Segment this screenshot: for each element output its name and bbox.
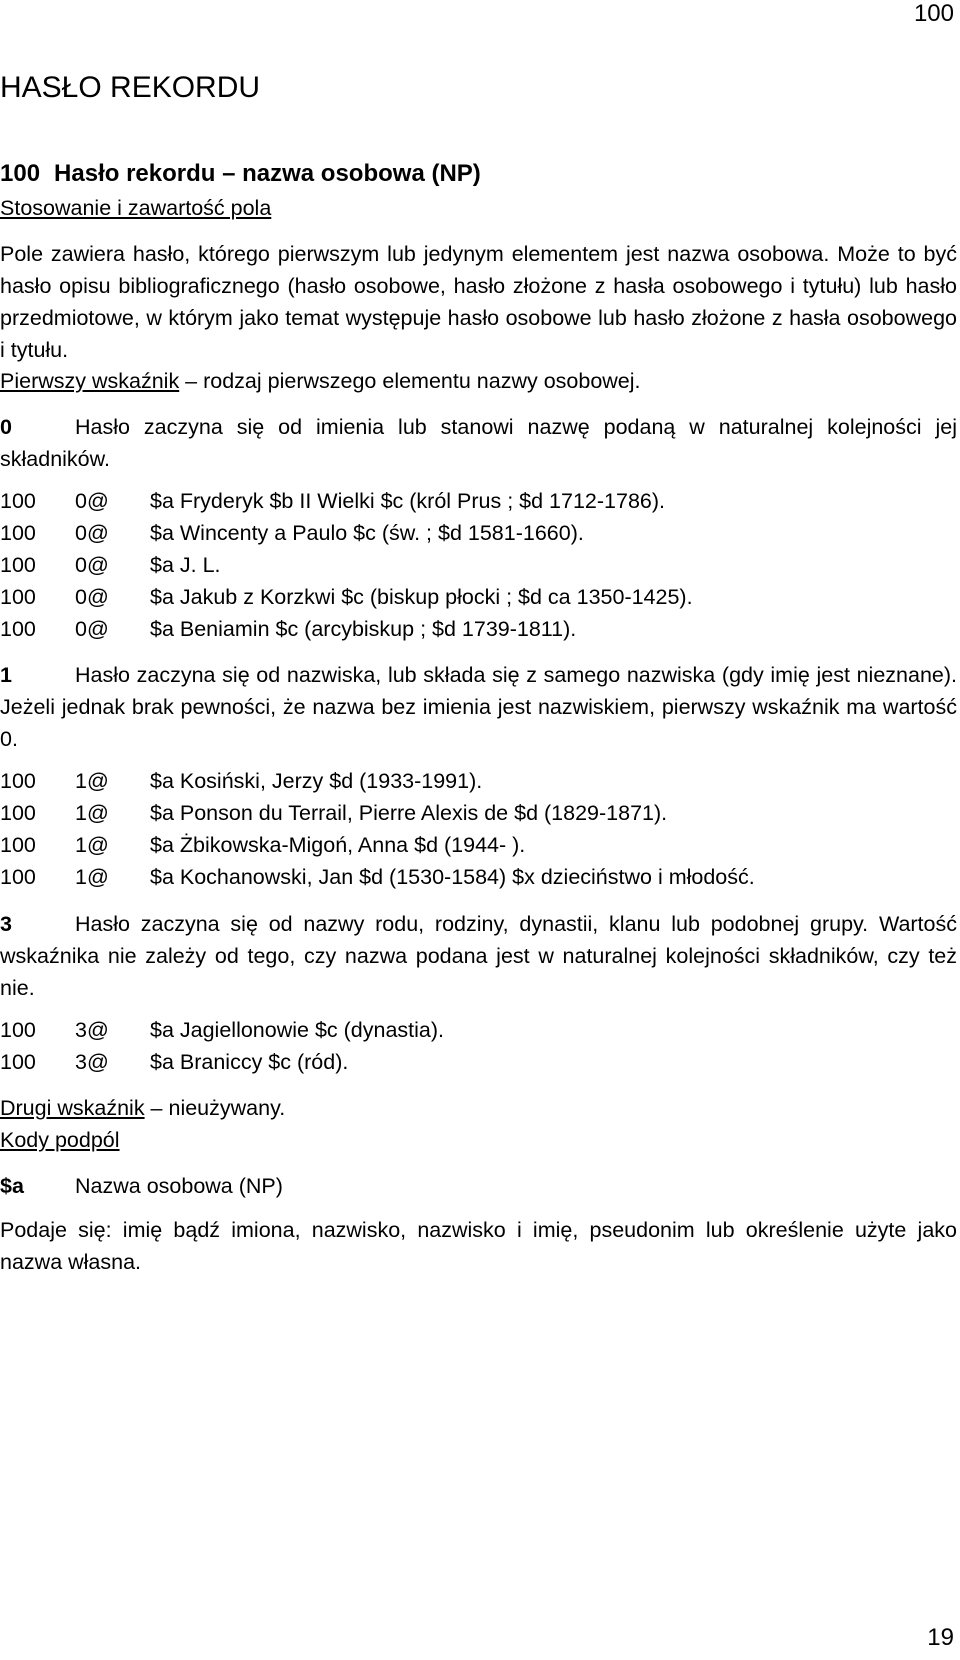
subfield-a-description: Podaje się: imię bądź imiona, nazwisko, nazwisko i imię, pseudonim lub określenie użyte jako nazwa własna. [0, 1218, 957, 1274]
second-indicator-desc: – nieużywany. [144, 1096, 286, 1120]
indicator-0-desc: Hasło zaczyna się od imienia lub stanowi nazwę podaną w naturalnej kolejności jej składników. [0, 415, 957, 471]
indicator-3-desc: Hasło zaczyna się od nazwy rodu, rodziny, dynastii, klanu lub podobnej grupy. Wartość wskaźnika nie zależy od tego, czy nazwa podana jest w naturalnej kolejności składników, czy też nie. [0, 912, 957, 1000]
document-page: 100 HASŁO REKORDU 100 Hasło rekordu – nazwa osobowa (NP) Stosowanie i zawartość pola Pole zawiera hasło, którego pierwszym lub jedynym elementem jest nazwa osobowa. Może to być hasło opisu bibliograficznego (hasło osobowe, hasło złożone z hasła osobowego i tytułu) lub hasło przedmiotowe, w którym jako temat występuje hasło osobowe lub hasło złożone z hasła osobowego i tytułu. Pierwszy wskaźnik – rodzaj pierwszego elementu nazwy osobowej. 0 Hasło zaczyna się od imienia lub stanowi nazwę podaną w naturalnej kolejności jej składników. 100 0@ $a Fryderyk $b II Wielki $c (król Prus ; $d 1712-1786). 100 0@ $a Wincenty a Paulo $c (św. ; $d 1581-1660). 100 0@ $a J. L. 100 0@ $a Jakub z Korzkwi $c (biskup płocki ; $d ca 1350-1425). 100 0@ $a Beniamin $c (arcybiskup ; $d 1739-1811). 1 Hasło zaczyna się od nazwiska, lub składa się z samego nazwiska (gdy imię jest nieznane). Jeżeli jednak brak pewności, że nazwa bez imienia jest nazwiskiem, pierwszy wskaźnik ma wartość 0. 100 1@ $a Kosiński, Jerzy $d (1933-1991). 100 1@ $a Ponson du Terrail, Pierre Alexis de $d (1829-1871). 100 1@ $a Żbikowska-Migoń, Anna $d (1944- ). 100 1@ $a Kochanowski, Jan $d (1530-1584) $x dzieciństwo i młodość. 3 Hasło zaczyna się od nazwy rodu, rodziny, dynastii, klanu lub podobnej grupy. Wartość wskaźnika nie zależy od tego, czy nazwa podana jest w naturalnej kolejności składników, czy też nie. 100 3@ $a Jagiellonowie $c (dynastia). 100 3@ $a Braniccy $c (ród). Drugi wskaźnik – nieużywany. Kody podpól $a Nazwa osobowa (NP) Podaje się: imię bądź imiona, nazwisko, nazwisko i imię, pseudonim lub określenie użyte jako nazwa własna. 19 [0, 0, 960, 1660]
page-number-top: 100 [913, 0, 954, 27]
subfield-a-label: Nazwa osobowa (NP) [75, 1174, 283, 1198]
indicator-0-definition [0, 411, 957, 475]
page-title: HASŁO REKORDU [0, 71, 261, 104]
usage-heading-text: Stosowanie i zawartość pola [0, 196, 272, 220]
usage-heading [0, 192, 271, 224]
indicator-1-code: 1 [0, 663, 12, 687]
indicator-3-code: 3 [0, 912, 12, 936]
field-tag: 100 [0, 160, 41, 187]
indicator-3-definition [0, 908, 957, 1004]
usage-paragraph: Pole zawiera hasło, którego pierwszym lub jedynym elementem jest nazwa osobowa. Może to być hasło opisu bibliograficznego (hasło osobowe, hasło złożone z hasła osobowego i tytułu) lub hasło przedmiotowe, w którym jako temat występuje hasło osobowe lub hasło złożone z hasła osobowego i tytułu. [0, 242, 957, 362]
indicator-0-code: 0 [0, 415, 12, 439]
field-heading [0, 160, 960, 188]
indicator-1-desc: Hasło zaczyna się od nazwiska, lub składa się z samego nazwiska (gdy imię jest nieznane). Jeżeli jednak brak pewności, że nazwa bez imienia jest nazwiskiem, pierwszy wskaźnik ma wartość 0. [0, 663, 957, 751]
first-indicator-desc: – rodzaj pierwszego elementu nazwy osobowej. [179, 369, 641, 393]
first-indicator-heading [0, 365, 641, 397]
second-indicator-label: Drugi wskaźnik [0, 1096, 145, 1120]
second-indicator-heading [0, 1092, 285, 1124]
indicator-1-definition [0, 659, 957, 755]
subfields-heading-text: Kody podpól [0, 1128, 120, 1152]
subfield-a-code: $a [0, 1174, 24, 1198]
field-label: Hasło rekordu – nazwa osobowa (NP) [54, 160, 481, 187]
subfields-heading [0, 1124, 120, 1156]
subfield-a-heading [0, 1170, 957, 1202]
first-indicator-label: Pierwszy wskaźnik [0, 369, 180, 393]
page-number-bottom: 19 [927, 1624, 954, 1651]
